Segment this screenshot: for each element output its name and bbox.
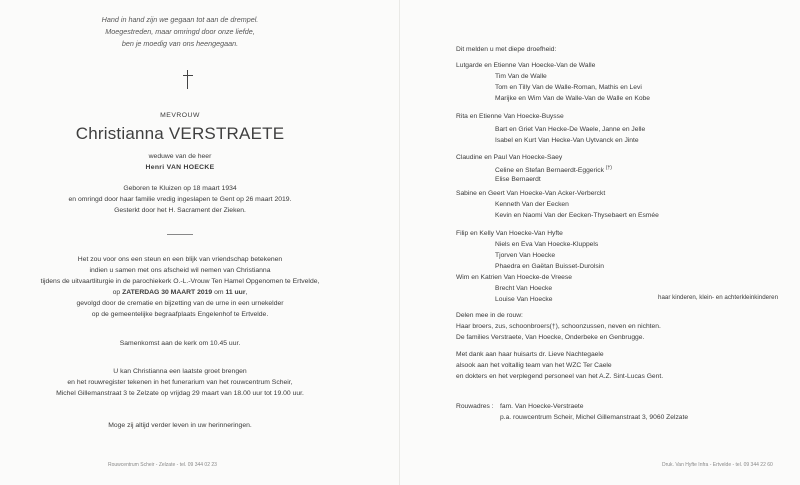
family-member: Phaedra en Gaëtan Buisset-Durolsin [495,263,604,270]
cross-icon [183,70,193,89]
date-prefix: op [112,289,123,296]
family-member: Niels en Eva Van Hoecke-Kluppels [495,241,599,248]
invite-line: op de gemeentelijke begraafplaats Engelenhof te Ertvelde. [91,311,269,318]
thanks-line: Met dank aan haar huisarts dr. Lieve Nachtegaele [456,351,604,358]
birth-line: Gesterkt door het H. Sacrament der Zieken. [114,207,246,214]
announcement-heading: Dit melden u met diepe droefheid: [456,46,557,53]
address-line: p.a. rouwcentrum Scheir, Michel Gillemanstraat 3, 9060 Zelzate [500,414,689,421]
cross-mark: (†) [605,165,612,171]
poem-line: Moegestreden, maar omringd door onze liefde, [105,27,255,36]
grandchildren-note: haar kinderen, klein- en achterkleinkinderen [658,294,779,301]
also-line: De families Verstraete, Van Hoecke, Onderbeke en Genbrugge. [456,334,645,341]
gathering-time: Samenkomst aan de kerk om 10.45 uur. [119,340,241,347]
poem-line: Hand in hand zijn we gegaan tot aan de drempel. [101,15,259,24]
address-line: fam. Van Hoecke-Verstraete [500,403,584,410]
family-member: Marijke en Wim Van de Walle-Van de Walle en Kobe [495,95,650,102]
invite-line: Het zou voor ons een steun en een blijk van vriendschap betekenen [77,256,283,263]
family-head: Claudine en Paul Van Hoecke-Saey [456,154,563,161]
invite-line: indien u samen met ons afscheid wil nemen van Christianna [89,267,271,274]
family-member: Elise Bernaerdt [495,176,541,183]
family-head: Wim en Katrien Van Hoecke-de Vreese [456,274,572,281]
family-member: Louise Van Hoecke [495,296,553,303]
right-page [400,0,800,485]
widow-of: weduwe van de heer [148,153,212,160]
birth-line: Geboren te Kluizen op 18 maart 1934 [123,185,237,192]
divider [167,234,193,235]
family-member: Isabel en Kurt Van Hecke-Van Uytvanck en Jinte [495,137,639,144]
service-time: 11 uur [225,289,246,296]
family-head: Filip en Kelly Van Hoecke-Van Hyfte [456,230,563,237]
family-member: Bart en Griet Van Hecke-De Waele, Janne en Jelle [495,126,646,133]
family-head: Lutgarde en Etienne Van Hoecke-Van de Walle [456,62,596,69]
poem-line: ben je moedig van ons heengegaan. [121,39,239,48]
greeting [0,366,380,399]
also-heading: Delen mee in de rouw: [456,312,523,319]
invitation [0,254,380,320]
birth-line: en omringd door haar familie vredig ingeslapen te Gent op 26 maart 2019. [68,196,292,203]
family-member: Kenneth Van der Eecken [495,201,569,208]
birth-info [0,183,380,216]
family-member: Tom en Tilly Van de Walle-Roman, Mathis en Levi [495,84,642,91]
member-name: Celine en Stefan Bernaerdt-Eggerick [495,167,604,175]
greeting-line: U kan Christianna een laatste groet brengen [113,368,247,375]
deceased-name: Christianna VERSTRAETE [75,124,285,143]
address-label: Rouwadres : [456,403,494,410]
family-member: Tim Van de Walle [495,73,547,80]
thanks-line: en dokters en het verplegend personeel van het A.Z. Sint-Lucas Gent. [456,373,664,380]
closing-line: Moge zij altijd verder leven in uw herinneringen. [108,422,252,429]
family-head: Rita en Etienne Van Hoecke-Buysse [456,113,564,120]
family-member: Tjorven Van Hoecke [495,252,556,259]
poem [0,14,380,50]
family-member: Kevin en Naomi Van der Eecken-Thysebaert en Esmée [495,212,659,219]
family-member: Brecht Van Hoecke [495,285,553,292]
invite-line: gevolgd door de crematie en bijzetting van de urne in een urnekelder [76,300,284,307]
also-line: Haar broers, zus, schoonbroers(†), schoonzussen, neven en nichten. [456,323,661,330]
service-date [0,287,380,298]
greeting-line: en het rouwregister tekenen in het funerarium van het rouwcentrum Scheir, [67,379,293,386]
right-footer: Druk. Van Hyfte Infra - Ertvelde - tel. 09 344 22 60 [662,462,773,468]
service-day: ZATERDAG 30 MAART 2019 [122,289,213,296]
greeting-line: Michel Gillemanstraat 3 te Zelzate op vrijdag 29 maart van 18.00 uur tot 19.00 uur. [56,390,304,397]
invite-line: tijdens de uitvaartliturgie in de parochiekerk O.-L.-Vrouw Ten Hamel Opgenomen te Ertvelde, [40,278,320,285]
family-head: Sabine en Geert Van Hoecke-Van Acker-Verberckt [456,190,606,197]
thanks-line: alsook aan het voltallig team van het WZC Ter Caele [456,362,612,369]
date-mid: om [212,289,226,296]
husband-name: Henri VAN HOECKE [145,164,215,171]
left-footer: Rouwcentrum Scheir - Zelzate - tel. 09 344 02 23 [108,462,217,468]
name-prefix: MEVROUW [160,112,200,119]
date-post: , [245,289,248,296]
